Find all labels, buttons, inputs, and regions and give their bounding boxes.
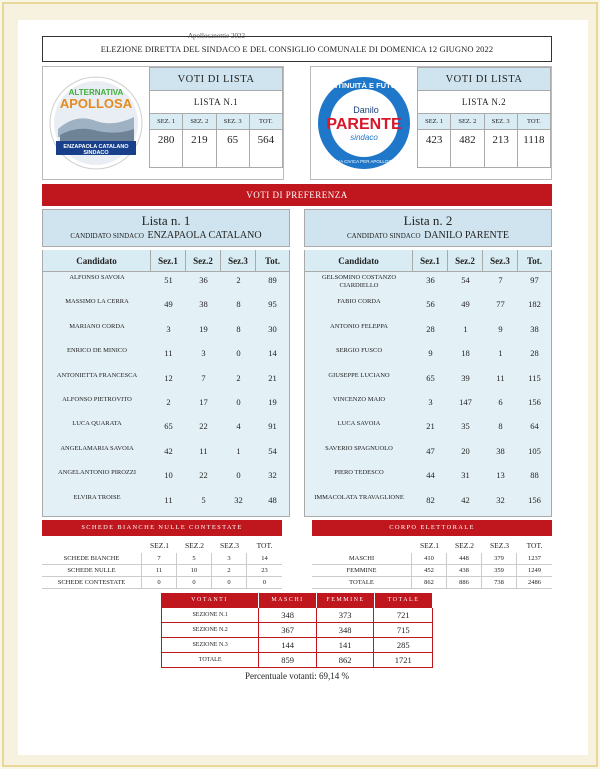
preference-lists — [42, 209, 552, 517]
list-name: Lista n. 2 — [403, 213, 453, 228]
sez1-value: 9 — [428, 348, 433, 359]
total-value: 89 — [268, 275, 277, 285]
summary-section — [42, 520, 552, 589]
preference-rows — [42, 272, 290, 517]
sez3-value: 2 — [236, 275, 241, 285]
header-sez2: SEZ.2 — [185, 541, 204, 551]
header-tot: TOT. — [526, 541, 543, 551]
sez2-value: 42 — [461, 494, 470, 505]
votanti-row — [161, 608, 433, 623]
total-value: 88 — [530, 470, 539, 481]
sez3-value: 0 — [236, 470, 241, 481]
total-value: 0 — [262, 578, 267, 586]
value-sez1: 280 — [150, 130, 183, 167]
sez1-value: 0 — [142, 577, 177, 588]
sez2-value: 5 — [201, 494, 206, 505]
list-1-votes-title: VOTI DI LISTA — [149, 67, 283, 91]
femmine-value: 373 — [317, 608, 375, 622]
maschi-value: 859 — [259, 653, 317, 667]
header-tot: TOT. — [256, 541, 273, 551]
sez1-value: 2 — [166, 396, 171, 407]
sez3-value: 8 — [236, 323, 241, 334]
total-value: 48 — [268, 494, 277, 505]
candidate-name: FABIO CORDA — [337, 298, 381, 306]
header-sez3: SEZ. 3 — [485, 114, 518, 129]
svg-text:ALTERNATIVA: ALTERNATIVA — [68, 88, 124, 97]
candidate-row — [43, 370, 289, 394]
candidate-row — [305, 370, 551, 394]
header-sez1: SEZ.1 — [150, 541, 169, 551]
sez3-value: 11 — [496, 372, 505, 383]
list-2-section-values — [417, 130, 551, 168]
total-value: 156 — [528, 396, 541, 407]
total-value: 32 — [268, 470, 277, 481]
total-value: 97 — [530, 275, 539, 285]
candidate-name: GIUSEPPE LUCIANO — [328, 371, 390, 379]
candidate-name: ANGELANTONIO PIROZZI — [57, 469, 137, 477]
candidate-row — [305, 296, 551, 320]
candidate-name: GELSOMINO COSTANZO CIARDIELLO — [321, 274, 397, 289]
femmine-value: 348 — [317, 623, 375, 637]
row-label: SCHEDE NULLE — [42, 565, 142, 576]
value-sez3: 213 — [485, 130, 518, 167]
summary-row — [42, 577, 282, 589]
maschi-value: 367 — [259, 623, 317, 637]
sez1-value: 862 — [412, 577, 447, 588]
maschi-value: 144 — [259, 638, 317, 652]
femmine-value: 141 — [317, 638, 375, 652]
sez2-value: 49 — [461, 299, 470, 310]
candidate-row — [305, 492, 551, 516]
header-tot: TOT. — [259, 118, 273, 125]
schede-title: SCHEDE BIANCHE NULLE CONTESTATE — [42, 520, 282, 536]
header-sez3: SEZ.3 — [490, 541, 509, 551]
list-votes-section — [42, 66, 552, 180]
sez2-value: 39 — [461, 372, 470, 383]
total-value: 19 — [268, 396, 277, 407]
candidate-name: DANILO PARENTE — [424, 230, 509, 241]
summary-row — [42, 553, 282, 565]
sez3-value: 3 — [212, 553, 247, 564]
list-1-label: LISTA N.1 — [149, 91, 283, 113]
sez1-value: 42 — [164, 445, 173, 456]
header-sez2: SEZ. 2 — [451, 114, 484, 129]
svg-text:PARENTE: PARENTE — [326, 116, 402, 133]
list-name: Lista n. 1 — [141, 213, 191, 228]
sez3-value: 32 — [496, 494, 505, 505]
list-votes-2 — [310, 66, 552, 180]
svg-text:sindaco: sindaco — [350, 133, 378, 142]
sez1-value: 410 — [412, 553, 447, 564]
sez1-value: 82 — [426, 494, 435, 505]
sez1-value: 11 — [164, 348, 173, 359]
total-value: 91 — [268, 421, 277, 432]
list-1-votes-table — [149, 67, 283, 179]
votanti-table — [161, 593, 433, 668]
sez1-value: 51 — [164, 275, 173, 285]
candidate-name: ANTONIO FELEPPA — [330, 322, 388, 330]
total-value: 105 — [528, 445, 541, 456]
total-value: 182 — [528, 299, 541, 310]
sez2-value: 19 — [199, 323, 208, 334]
corpo-elettorale-table — [312, 520, 552, 589]
continuita-e-futuro-logo — [311, 67, 417, 179]
candidate-name: ALFONSO PIETROVITO — [62, 395, 132, 403]
sez2-value: 31 — [461, 470, 470, 481]
sez1-value: 11 — [164, 494, 173, 505]
totale-value: 285 — [396, 639, 410, 650]
sez2-value: 10 — [177, 565, 212, 576]
sez2-value: 7 — [201, 372, 206, 383]
candidate-name: LUCA SAVOIA — [337, 420, 381, 428]
candidate-row — [43, 296, 289, 320]
list-votes-1 — [42, 66, 284, 180]
sez3-value: 6 — [498, 396, 503, 407]
sez3-value: 0 — [212, 577, 247, 588]
col-candidato: Candidato — [43, 250, 151, 271]
candidate-row — [305, 272, 551, 296]
list-2-votes-title: VOTI DI LISTA — [417, 67, 551, 91]
row-label: SCHEDE BIANCHE — [42, 553, 142, 564]
schede-rows — [42, 553, 282, 589]
sez1-value: 36 — [426, 275, 435, 285]
total-value: 1249 — [528, 566, 541, 574]
total-value: 95 — [268, 299, 277, 310]
summary-row — [312, 553, 552, 565]
section-label: SEZIONE N.2 — [162, 623, 259, 637]
sez2-value: 147 — [459, 396, 472, 407]
header-note: Apollosanottie 2022 — [188, 32, 245, 40]
sez3-value: 738 — [482, 577, 517, 588]
list-2-label: LISTA N.2 — [417, 91, 551, 113]
sez2-value: 20 — [461, 445, 470, 456]
row-label: TOTALE — [312, 577, 412, 588]
sez1-value: 11 — [142, 565, 177, 576]
value-sez2: 482 — [451, 130, 484, 167]
preference-list-1 — [42, 209, 290, 517]
value-tot: 1118 — [523, 134, 545, 146]
sez1-value: 10 — [164, 470, 173, 481]
list-1-section-headers — [149, 113, 283, 130]
candidate-row — [305, 418, 551, 442]
total-value: 14 — [268, 348, 277, 359]
sez2-value: 1 — [463, 323, 468, 334]
summary-row — [312, 577, 552, 589]
preference-votes-title: VOTI DI PREFERENZA — [42, 184, 552, 206]
total-value: 21 — [268, 372, 277, 383]
totale-value: 715 — [396, 624, 410, 635]
sez3-value: 9 — [498, 323, 503, 334]
total-value: 54 — [268, 445, 277, 456]
alternativa-apollosa-logo — [43, 67, 149, 179]
candidate-row — [43, 492, 289, 516]
sez1-value: 28 — [426, 323, 435, 334]
candidate-row — [305, 345, 551, 369]
svg-text:SINDACO: SINDACO — [83, 150, 109, 156]
candidate-name: SERGIO FUSCO — [335, 347, 383, 355]
total-value: 115 — [528, 372, 541, 383]
votanti-row — [161, 638, 433, 653]
total-value: 38 — [530, 323, 539, 334]
sez3-value: 379 — [482, 553, 517, 564]
sez3-value: 7 — [498, 275, 503, 285]
candidate-name: ENZAPAOLA CATALANO — [147, 230, 262, 241]
candidate-name: ANTONIETTA FRANCESCA — [56, 371, 138, 379]
sez3-value: 1 — [236, 445, 241, 456]
candidate-row — [305, 467, 551, 491]
total-value: 64 — [530, 421, 539, 432]
section-label: SEZIONE N.1 — [162, 608, 259, 622]
schede-table — [42, 520, 282, 589]
preference-list-header — [42, 209, 290, 247]
total-value: 30 — [268, 323, 277, 334]
row-label: MASCHI — [312, 553, 412, 564]
sez1-value: 12 — [164, 372, 173, 383]
candidate-name: MASSIMO LA CERRA — [65, 298, 129, 306]
sez3-value: 13 — [496, 470, 505, 481]
femmine-value: 862 — [317, 653, 375, 667]
summary-row — [312, 565, 552, 577]
maschi-value: 348 — [259, 608, 317, 622]
sez3-value: 0 — [236, 396, 241, 407]
corpo-headers — [312, 539, 552, 553]
sez2-value: 11 — [199, 445, 208, 456]
candidate-row — [43, 394, 289, 418]
total-value: 1237 — [528, 554, 541, 562]
sez2-value: 5 — [177, 553, 212, 564]
sez2-value: 3 — [201, 348, 206, 359]
list-2-votes-table — [417, 67, 551, 179]
sez2-value: 17 — [199, 396, 208, 407]
header-sez3: SEZ.3 — [220, 541, 239, 551]
mayor-candidate — [305, 230, 551, 241]
mayor-candidate — [43, 230, 289, 241]
svg-text:CONTINUITÀ E FUTURO: CONTINUITÀ E FUTURO — [320, 81, 408, 90]
candidate-name: VINCENZO MAIO — [332, 395, 386, 403]
col-sez2: Sez.2 — [186, 250, 221, 271]
sez2-value: 38 — [199, 299, 208, 310]
candidate-name: SAVERIO SPAGNUOLO — [325, 444, 393, 452]
list-1-section-values — [149, 130, 283, 168]
total-value: 14 — [261, 554, 268, 562]
candidate-label: CANDIDATO SINDACO — [70, 232, 144, 240]
col-sez3: Sez.3 — [483, 250, 518, 271]
candidate-row — [43, 443, 289, 467]
sez1-value: 21 — [426, 421, 435, 432]
section-label: SEZIONE N.3 — [162, 638, 259, 652]
list-2-section-headers — [417, 113, 551, 130]
sez1-value: 65 — [426, 372, 435, 383]
header-sez1: SEZ. 1 — [418, 114, 451, 129]
candidate-name: IMMACOLATA TRAVAGLIONE — [314, 493, 404, 501]
votanti-rows — [161, 608, 433, 668]
value-sez1: 423 — [418, 130, 451, 167]
corpo-rows — [312, 553, 552, 589]
sez3-value: 1 — [498, 348, 503, 359]
corpo-title: CORPO ELETTORALE — [312, 520, 552, 536]
sez2-value: 448 — [447, 553, 482, 564]
candidate-name: PIERO TEDESCO — [334, 469, 384, 477]
sez1-value: 7 — [142, 553, 177, 564]
total-value: 28 — [530, 348, 539, 359]
votanti-row — [161, 623, 433, 638]
header-sez2: SEZ. 2 — [183, 114, 216, 129]
preference-columns — [42, 250, 290, 272]
sez2-value: 36 — [199, 275, 208, 285]
svg-text:APOLLOSA: APOLLOSA — [59, 96, 133, 111]
candidate-row — [305, 321, 551, 345]
sez2-value: 35 — [461, 421, 470, 432]
results-sheet — [42, 36, 552, 681]
header-sez1: SEZ.1 — [420, 541, 439, 551]
sez1-value: 49 — [164, 299, 173, 310]
votanti-row — [161, 653, 433, 668]
candidate-row — [43, 345, 289, 369]
totale-value: 1721 — [394, 654, 412, 665]
preference-list-2 — [304, 209, 552, 517]
row-label: FEMMINE — [312, 565, 412, 576]
header-sez2: SEZ.2 — [455, 541, 474, 551]
sez3-value: 8 — [498, 421, 503, 432]
value-sez3: 65 — [217, 130, 250, 167]
candidate-name: ENRICO DE MINICO — [67, 347, 127, 355]
header-sez3: SEZ. 3 — [217, 114, 250, 129]
header-sez1: SEZ. 1 — [150, 114, 183, 129]
sez2-value: 0 — [177, 577, 212, 588]
votanti-headers — [161, 593, 433, 608]
section-label: TOTALE — [162, 653, 259, 667]
sez1-value: 452 — [412, 565, 447, 576]
sez3-value: 0 — [236, 348, 241, 359]
sez3-value: 32 — [234, 494, 243, 505]
sez1-value: 44 — [426, 470, 435, 481]
sez3-value: 38 — [496, 445, 505, 456]
sez3-value: 4 — [236, 421, 241, 432]
sez2-value: 438 — [447, 565, 482, 576]
preference-columns — [304, 250, 552, 272]
col-sez2: Sez.2 — [448, 250, 483, 271]
candidate-row — [43, 321, 289, 345]
value-sez2: 219 — [183, 130, 216, 167]
sez3-value: 2 — [212, 565, 247, 576]
col-tot: Tot. — [265, 255, 280, 266]
sez3-value: 77 — [496, 299, 505, 310]
candidate-row — [305, 394, 551, 418]
candidate-name: ALFONSO SAVOIA — [69, 274, 125, 281]
sez2-value: 54 — [461, 275, 470, 285]
sez1-value: 47 — [426, 445, 435, 456]
summary-row — [42, 565, 282, 577]
sez1-value: 3 — [166, 323, 171, 334]
sez2-value: 22 — [199, 421, 208, 432]
total-value: 2486 — [528, 578, 541, 586]
sez1-value: 3 — [428, 396, 433, 407]
total-value: 156 — [528, 494, 541, 505]
sez3-value: 2 — [236, 372, 241, 383]
candidate-name: ANGELAMARIA SAVOIA — [60, 444, 134, 452]
header-totale: TOTALE — [375, 593, 433, 608]
header-maschi: MASCHI — [259, 593, 317, 608]
election-title: ELEZIONE DIRETTA DEL SINDACO E DEL CONSIGLIO COMUNALE DI DOMENICA 12 GIUGNO 2022 — [42, 36, 552, 62]
col-tot: Tot. — [527, 255, 542, 266]
sez2-value: 886 — [447, 577, 482, 588]
svg-text:UNA CIVICA PER APOLLOSA: UNA CIVICA PER APOLLOSA — [333, 159, 395, 164]
candidate-name: LUCA QUARATA — [72, 420, 122, 428]
candidate-name: MARIANO CORDA — [69, 322, 125, 330]
candidate-row — [43, 467, 289, 491]
sez1-value: 65 — [164, 421, 173, 432]
row-label: SCHEDE CONTESTATE — [42, 577, 142, 588]
total-value: 23 — [261, 566, 268, 574]
value-tot: 564 — [257, 134, 275, 146]
totale-value: 721 — [396, 609, 410, 620]
header-votanti: VOTANTI — [161, 593, 259, 608]
svg-text:ENZAPAOLA CATALANO: ENZAPAOLA CATALANO — [63, 144, 129, 150]
sez2-value: 22 — [199, 470, 208, 481]
sez2-value: 18 — [461, 348, 470, 359]
candidate-name: ELVIRA TROISE — [73, 493, 121, 501]
sez3-value: 359 — [482, 565, 517, 576]
svg-text:Danilo: Danilo — [353, 105, 379, 115]
candidate-label: CANDIDATO SINDACO — [347, 232, 421, 240]
preference-rows — [304, 272, 552, 517]
candidate-row — [305, 443, 551, 467]
col-sez3: Sez.3 — [221, 250, 256, 271]
turnout-percentage: Percentuale votanti: 69,14 % — [245, 670, 349, 681]
schede-headers — [42, 539, 282, 553]
preference-list-header — [304, 209, 552, 247]
col-candidato: Candidato — [305, 250, 413, 271]
candidate-row — [43, 272, 289, 296]
col-sez1: Sez.1 — [413, 250, 448, 271]
header-femmine: FEMMINE — [317, 593, 375, 608]
sez3-value: 8 — [236, 299, 241, 310]
col-sez1: Sez.1 — [151, 250, 186, 271]
header-tot: TOT. — [527, 118, 541, 125]
candidate-row — [43, 418, 289, 442]
sez1-value: 56 — [426, 299, 435, 310]
